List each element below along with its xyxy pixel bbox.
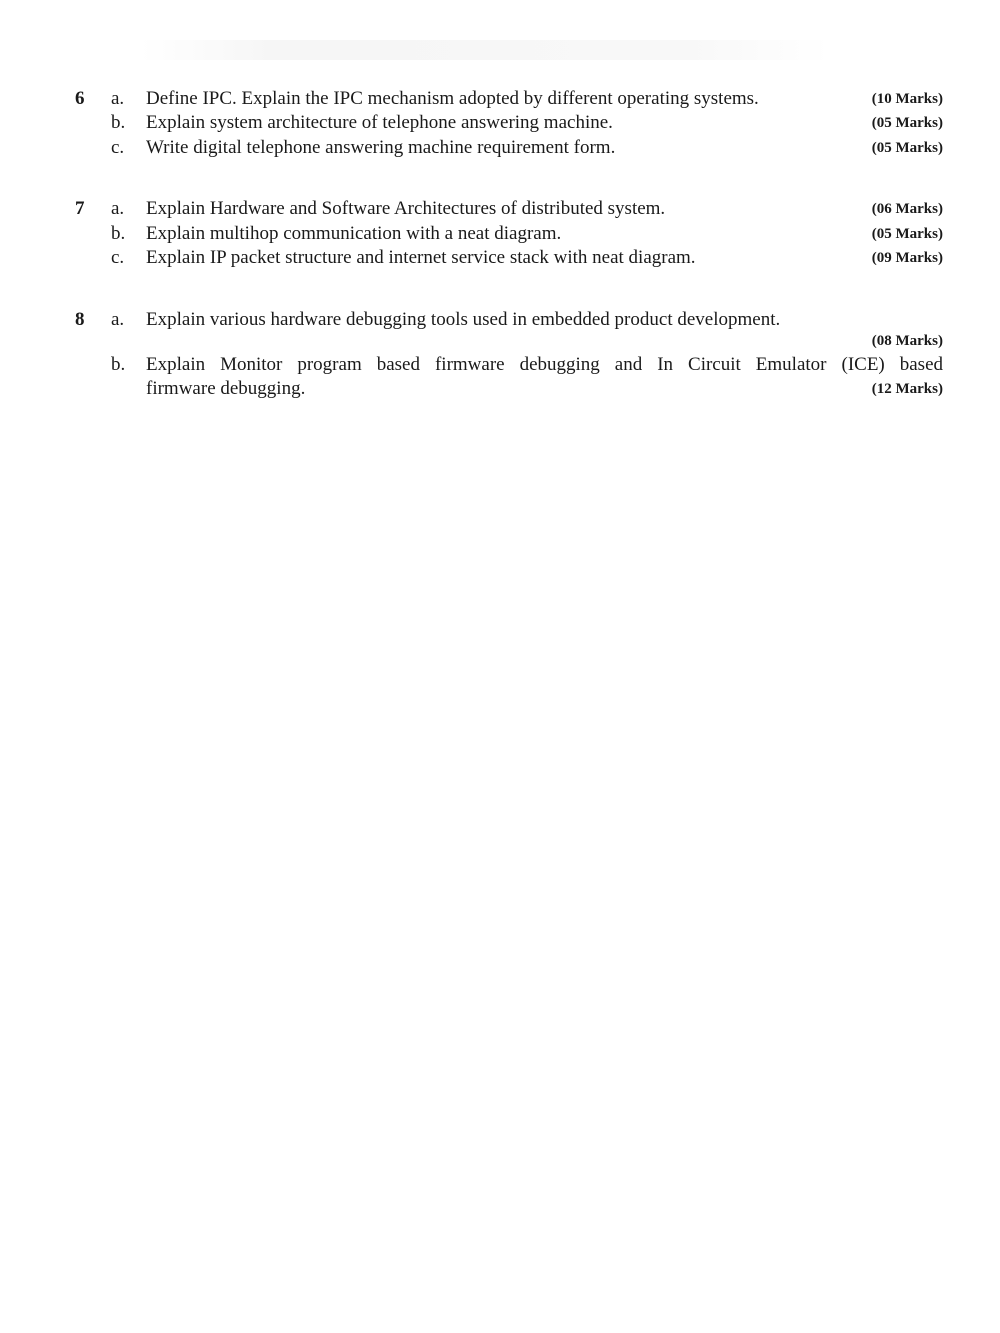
marks-label: (05 Marks) bbox=[871, 140, 943, 156]
marks-label: (05 Marks) bbox=[871, 226, 943, 242]
question-text: Explain multihop communication with a neat diagram. bbox=[146, 223, 562, 244]
marks-label: (05 Marks) bbox=[871, 115, 943, 131]
marks-label: (12 Marks) bbox=[871, 381, 943, 397]
part-letter: b. bbox=[111, 112, 126, 133]
question-text: Explain IP packet structure and internet service stack with neat diagram. bbox=[146, 247, 696, 268]
part-letter: a. bbox=[111, 309, 125, 330]
question-number: 6 bbox=[75, 88, 85, 109]
question-text: Define IPC. Explain the IPC mechanism adopted by different operating systems. bbox=[146, 88, 759, 109]
question-text-line-2: firmware debugging. bbox=[146, 378, 306, 399]
marks-label: (08 Marks) bbox=[871, 333, 943, 349]
part-letter: c. bbox=[111, 137, 125, 158]
marks-label: (10 Marks) bbox=[871, 91, 943, 107]
question-number: 7 bbox=[75, 198, 85, 219]
question-text-line-1: Explain Monitor program based firmware debugging and In Circuit Emulator (ICE) based bbox=[146, 354, 943, 375]
part-letter: b. bbox=[111, 223, 126, 244]
question-text: Write digital telephone answering machine requirement form. bbox=[146, 137, 616, 158]
marks-label: (06 Marks) bbox=[871, 201, 943, 217]
part-letter: a. bbox=[111, 88, 125, 109]
faded-header-band bbox=[140, 40, 830, 60]
question-text: Explain Hardware and Software Architectures of distributed system. bbox=[146, 198, 666, 219]
question-text: Explain various hardware debugging tools used in embedded product development. bbox=[146, 309, 781, 330]
question-number: 8 bbox=[75, 309, 85, 330]
part-letter: b. bbox=[111, 354, 126, 375]
question-text: Explain system architecture of telephone answering machine. bbox=[146, 112, 613, 133]
marks-label: (09 Marks) bbox=[871, 250, 943, 266]
part-letter: c. bbox=[111, 247, 125, 268]
part-letter: a. bbox=[111, 198, 125, 219]
